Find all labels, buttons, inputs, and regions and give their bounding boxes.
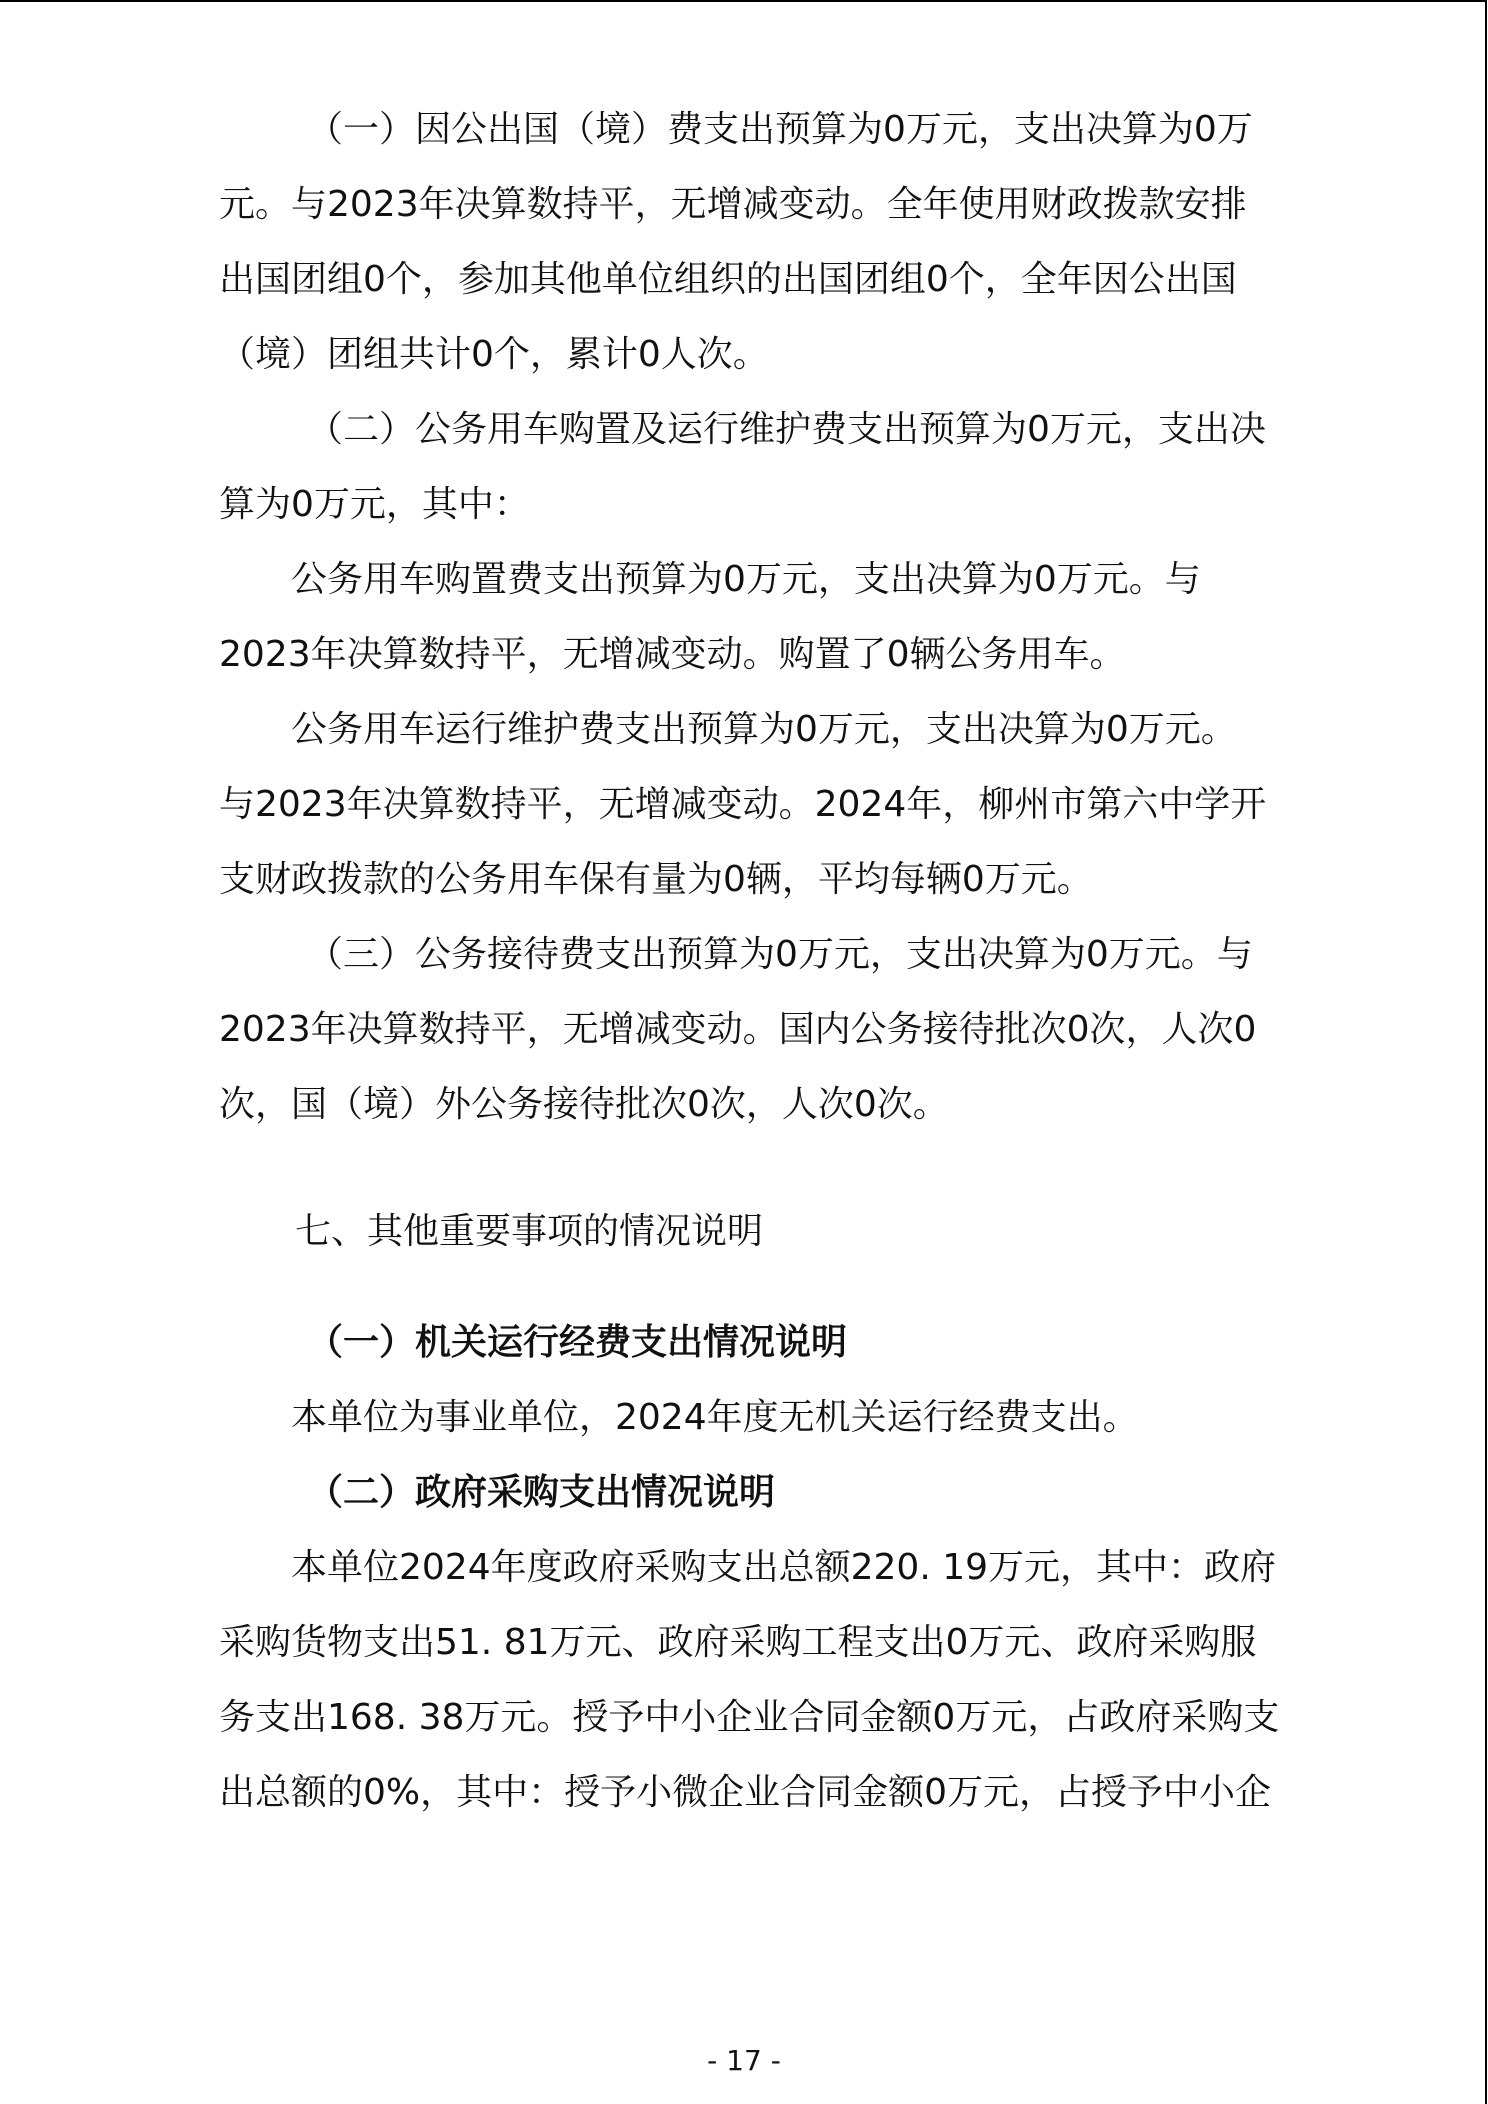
- text-line: （境）团组共计0个，累计0人次。: [219, 334, 769, 375]
- text-line: 公务用车运行维护费支出预算为0万元，支出决算为0万元。: [291, 709, 1237, 750]
- document-body: [219, 98, 1287, 1836]
- paragraph-vehicle-purchase: [219, 548, 1287, 698]
- subsection-heading: （二）政府采购支出情况说明: [307, 1472, 776, 1513]
- paragraph-overseas-travel: [219, 98, 1287, 398]
- section-heading: 七、其他重要事项的情况说明: [295, 1211, 764, 1252]
- text-line: （三）公务接待费支出预算为0万元，支出决算为0万元。与: [307, 934, 1253, 975]
- text-line: 出国团组0个，参加其他单位组织的出国团组0个，全年因公出国: [219, 259, 1237, 300]
- text-line: 务支出168. 38万元。授予中小企业合同金额0万元，占政府采购支: [219, 1697, 1280, 1738]
- text-line: 出总额的0%，其中：授予小微企业合同金额0万元，占授予中小企: [219, 1772, 1272, 1813]
- paragraph-vehicle-maintenance: [219, 698, 1287, 923]
- text-line: 本单位2024年度政府采购支出总额220. 19万元，其中：政府: [291, 1547, 1277, 1588]
- subsection-heading: （一）机关运行经费支出情况说明: [307, 1322, 848, 1363]
- text-line: 元。与2023年决算数持平，无增减变动。全年使用财政拨款安排: [219, 184, 1247, 225]
- text-line: 算为0万元，其中：: [219, 484, 530, 525]
- paragraph-reception-expenses: [219, 923, 1287, 1148]
- text-line: 本单位为事业单位，2024年度无机关运行经费支出。: [291, 1397, 1139, 1438]
- text-line: 与2023年决算数持平，无增减变动。2024年，柳州市第六中学开: [219, 784, 1267, 825]
- text-line: 次，国（境）外公务接待批次0次，人次0次。: [219, 1084, 949, 1125]
- text-line: （一）因公出国（境）费支出预算为0万元，支出决算为0万: [307, 109, 1253, 150]
- text-line: 2023年决算数持平，无增减变动。购置了0辆公务用车。: [219, 634, 1126, 675]
- text-line: （二）公务用车购置及运行维护费支出预算为0万元，支出决: [307, 409, 1266, 450]
- paragraph-vehicle-expenses: [219, 398, 1287, 548]
- text-line: 2023年决算数持平，无增减变动。国内公务接待批次0次，人次0: [219, 1009, 1257, 1050]
- text-line: 公务用车购置费支出预算为0万元，支出决算为0万元。与: [291, 559, 1201, 600]
- text-line: 采购货物支出51. 81万元、政府采购工程支出0万元、政府采购服: [219, 1622, 1257, 1663]
- page-number: - 17 -: [707, 2044, 781, 2077]
- text-line: 支财政拨款的公务用车保有量为0辆，平均每辆0万元。: [219, 859, 1093, 900]
- paragraph-procurement: [219, 1536, 1287, 1836]
